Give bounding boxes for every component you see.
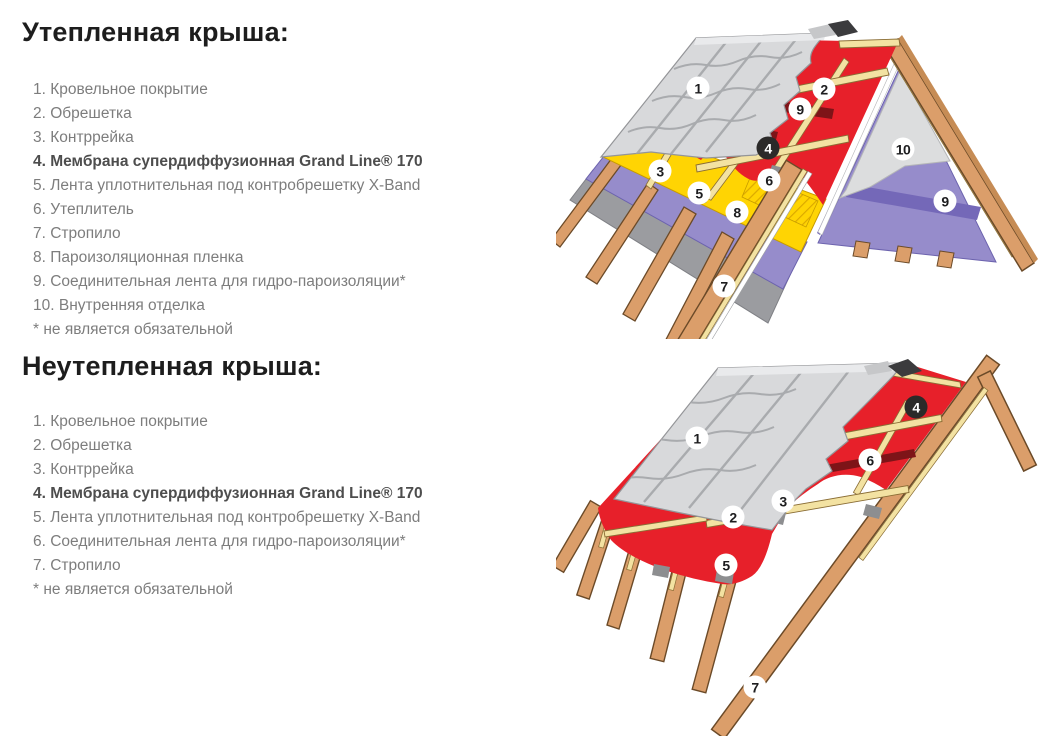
legend-item: 7. Стропило <box>33 557 121 574</box>
legend-item: 3. Контррейка <box>33 129 134 146</box>
callout-2: 2 <box>722 506 745 529</box>
legend-item: 6. Утеплитель <box>33 201 134 218</box>
legend-item: 5. Лента уплотнительная под контробрешетку X-Band <box>33 177 421 194</box>
uninsulated-diagram <box>556 344 1046 736</box>
callout-4: 4 <box>757 137 780 160</box>
legend-item: 2. Обрешетка <box>33 437 132 454</box>
callout-7: 7 <box>713 275 736 298</box>
legend-item: 5. Лента уплотнительная под контробрешетку X-Band <box>33 509 421 526</box>
legend-item: * не является обязательной <box>33 321 233 338</box>
legend-item: 7. Стропило <box>33 225 121 242</box>
legend-item: 1. Кровельное покрытие <box>33 413 208 430</box>
callout-1: 1 <box>686 427 709 450</box>
callout-9: 9 <box>789 98 812 121</box>
insulated-diagram <box>556 5 1046 339</box>
uninsulated-roof-heading: Неутепленная крыша: <box>22 351 323 381</box>
uninsulated-roof-illustration <box>556 344 1046 736</box>
legend-item: 9. Соединительная лента для гидро-пароизоляции* <box>33 273 406 290</box>
callout-10: 10 <box>892 138 915 161</box>
legend-item: 3. Контррейка <box>33 461 134 478</box>
legend-item: * не является обязательной <box>33 581 233 598</box>
insulated-roof-illustration <box>556 5 1046 339</box>
callout-5: 5 <box>688 182 711 205</box>
callout-6: 6 <box>758 169 781 192</box>
callout-9: 9 <box>934 190 957 213</box>
legend-item: 8. Пароизоляционная пленка <box>33 249 244 266</box>
callout-1: 1 <box>687 77 710 100</box>
callout-3: 3 <box>649 160 672 183</box>
callout-7: 7 <box>744 676 767 699</box>
insulated-roof-legend <box>33 78 423 342</box>
callout-8: 8 <box>726 201 749 224</box>
legend-item: 2. Обрешетка <box>33 105 132 122</box>
legend-item: 4. Мембрана супердиффузионная Grand Line® 170 <box>33 485 423 502</box>
callout-6: 6 <box>859 449 882 472</box>
legend-item: 1. Кровельное покрытие <box>33 81 208 98</box>
legend-item: 4. Мембрана супердиффузионная Grand Line® 170 <box>33 153 423 170</box>
callout-4: 4 <box>905 396 928 419</box>
callout-3: 3 <box>772 490 795 513</box>
insulated-roof-heading: Утепленная крыша: <box>22 17 290 47</box>
uninsulated-roof-legend <box>33 410 423 602</box>
legend-item: 6. Соединительная лента для гидро-пароизоляции* <box>33 533 406 550</box>
callout-5: 5 <box>715 554 738 577</box>
legend-item: 10. Внутренняя отделка <box>33 297 205 314</box>
callout-2: 2 <box>813 78 836 101</box>
